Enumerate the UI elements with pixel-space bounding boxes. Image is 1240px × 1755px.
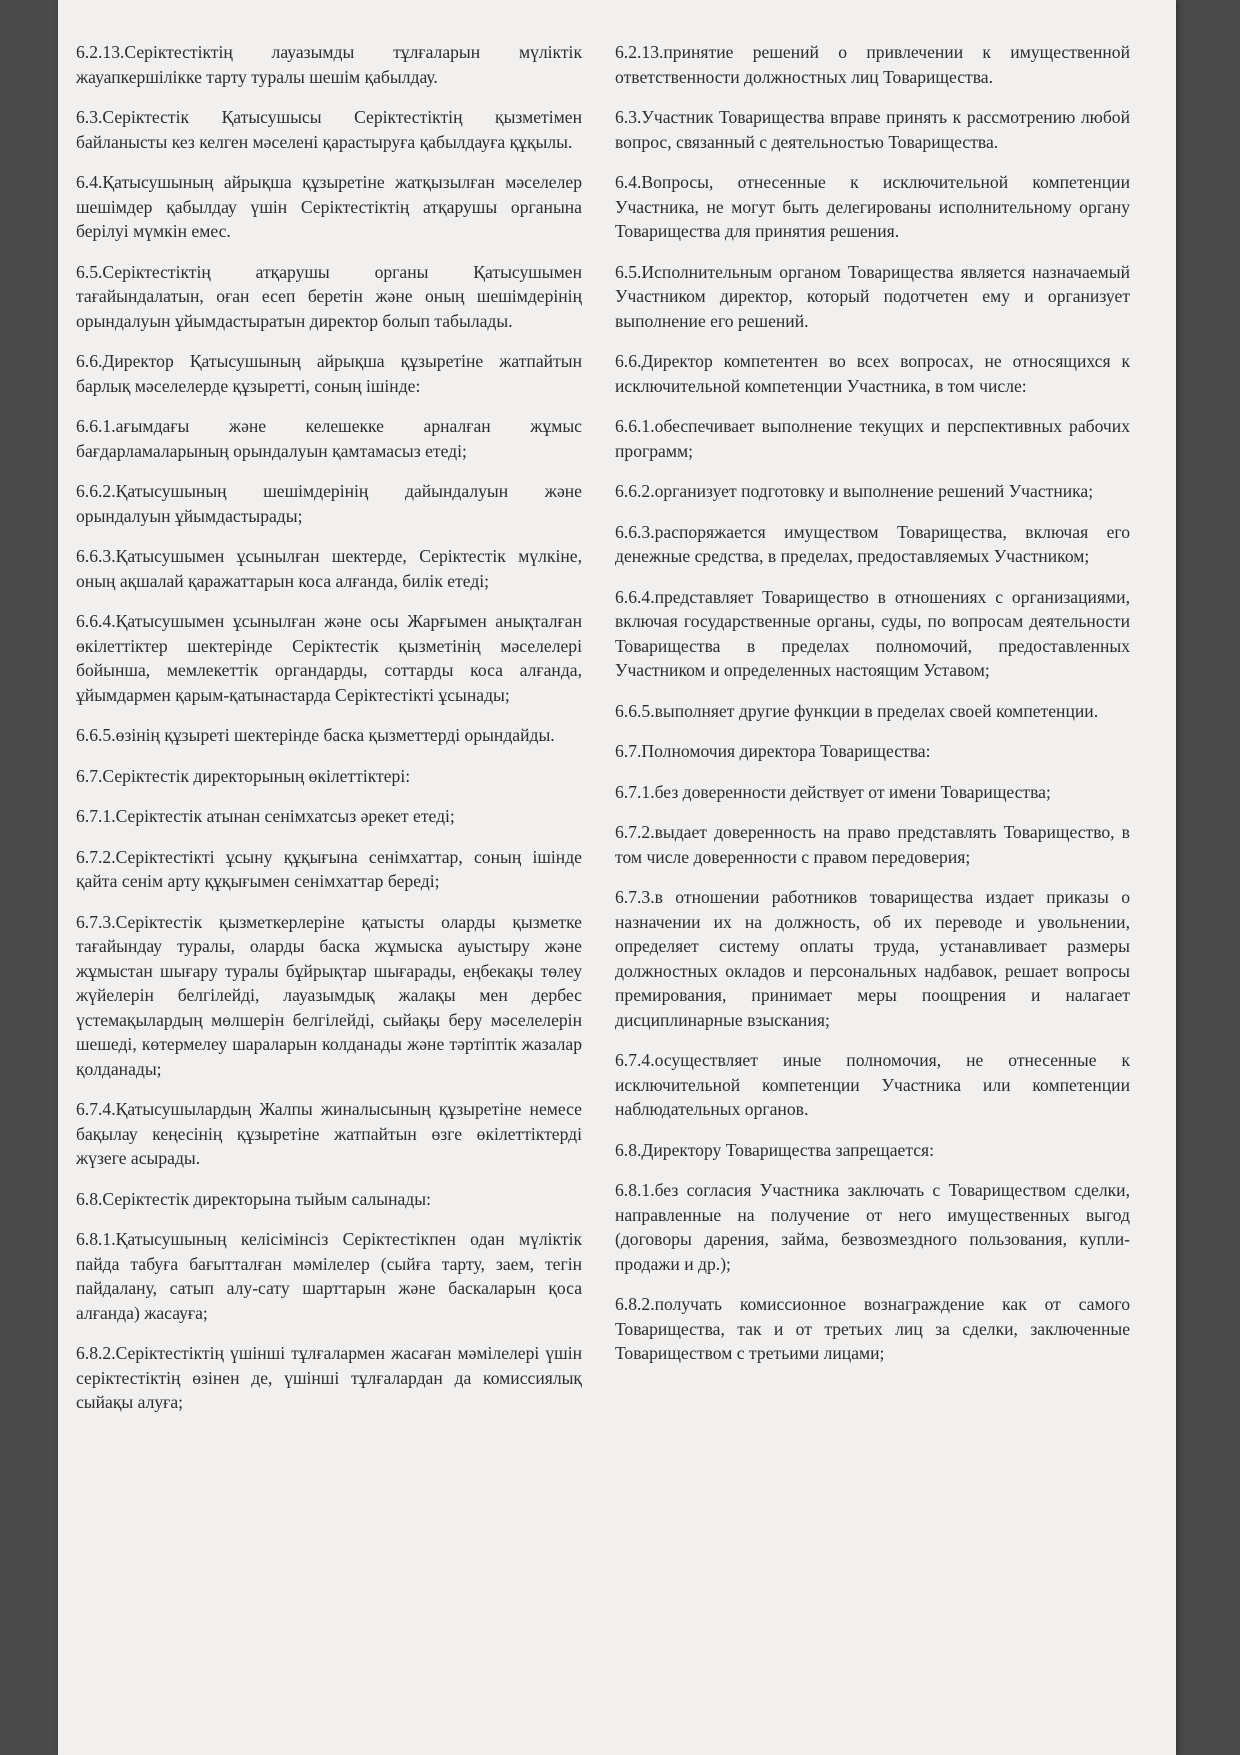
ru-clause-6-8: 6.8.Директору Товарищества запрещается: [615,1139,935,1160]
kz-clause-6-8-1: 6.8.1.Қатысушының келісімінсіз Серіктестікпен одан мүліктік пайда табуға бағытталған мәмілелер (сыйға тарту, заем, тегін пайдалану, сатып алу-сату шарттарын және баскаларын қоса алғанда) жасауға; [76,1229,582,1323]
ru-clause-6-7-1: 6.7.1.без доверенности действует от имени Товарищества; [615,781,1051,802]
kz-clause-6-8-2: 6.8.2.Серіктестіктің үшінші тұлғалармен жасаған мәмілелері үшін серіктестіктің өзінен де, үшінші тұлғалардан да комиссиялық сыйақы алуға; [76,1343,582,1412]
kz-clause-6-8: 6.8.Серіктестік директорына тыйым салынады: [76,1188,431,1209]
document-page [58,0,1176,1755]
kz-clause-6-7-2: 6.7.2.Серіктестікті ұсыну құқығына сенімхаттар, соның ішінде қайта сенім арту құқығымен сенімхаттар береді; [76,846,582,891]
ru-clause-6-6-2: 6.6.2.организует подготовку и выполнение решений Участника; [615,481,1094,501]
ru-clause-6-2-13: 6.2.13.принятие решений о привлечении к имущественной ответственности должностных лиц Товарищества. [615,42,1130,87]
ru-clause-6-6-5: 6.6.5.выполняет другие функции в пределах своей компетенции. [615,700,1099,721]
kz-clause-6-6-5: 6.6.5.өзінің құзыреті шектерінде баска қызметтерді орындайды. [76,725,555,745]
kz-clause-6-6-4: 6.6.4.Қатысушымен ұсынылған және осы Жарғымен анықталған өкілеттіктер шектерінде Серіктестік қызметінің мәселелері бойынша, мемлекеттік органдарды, соттарды коса алғанда, ұйымдармен қарым-қатынастарда Серіктестікті ұсынады; [76,611,582,705]
kz-clause-6-7: 6.7.Серіктестік директорының өкілеттіктері: [76,765,411,786]
ru-clause-6-6-4: 6.6.4.представляет Товарищество в отношениях с организациями, включая государственные органы, суды, по вопросам деятельности Товарищества в пределах полномочий, предоставленных Участником и определенных настоящим Уставом; [615,586,1130,680]
kz-clause-6-3: 6.3.Серіктестік Қатысушысы Серіктестіктің қызметімен байланысты кез келген мәселені қарастыруға қабылдауға құқылы. [76,107,582,152]
kz-clause-6-6-2: 6.6.2.Қатысушының шешімдерінің дайындалуын және орындалуын ұйымдастырады; [76,481,582,526]
kz-clause-6-6-1: 6.6.1.ағымдағы және келешекке арналған жұмыс бағдарламаларының орындалуын қамтамасыз етеді; [76,416,582,461]
ru-clause-6-3: 6.3.Участник Товарищества вправе принять к рассмотрению любой вопрос, связанный с деятельностью Товарищества. [615,107,1130,152]
ru-clause-6-8-2: 6.8.2.получать комиссионное вознаграждение как от самого Товарищества, так и от третьих лиц за сделки, заключенные Товариществом с третьими лицами; [615,1294,1130,1363]
ru-clause-6-7-2: 6.7.2.выдает доверенность на право представлять Товарищество, в том числе доверенности с правом передоверия; [615,822,1130,867]
kazakh-column [76,40,582,1431]
kz-clause-6-2-13: 6.2.13.Серіктестіктің лауазымды тұлғаларын мүліктік жауапкершілікке тарту туралы шешім қабылдау. [76,42,582,87]
ru-clause-6-5: 6.5.Исполнительным органом Товарищества является назначаемый Участником директор, который подотчетен ему и организует выполнение его решений. [615,261,1130,331]
ru-clause-6-7-4: 6.7.4.осуществляет иные полномочия, не отнесенные к исключительной компетенции Участника или компетенции наблюдательных органов. [615,1050,1130,1119]
kz-clause-6-4: 6.4.Қатысушының айрықша құзыретіне жатқызылған мәселелер шешімдер қабылдау үшін Серіктестіктің атқарушы органына берілуі мүмкін емес. [76,172,582,241]
ru-clause-6-6: 6.6.Директор компетентен во всех вопросах, не относящихся к исключительной компетенции Участника, в том числе: [615,351,1130,396]
kz-clause-6-7-1: 6.7.1.Серіктестік атынан сенімхатсыз әрекет етеді; [76,806,455,826]
ru-clause-6-6-3: 6.6.3.распоряжается имуществом Товарищества, включая его денежные средства, в пределах, предоставляемых Участником; [615,521,1130,566]
kz-clause-6-5: 6.5.Серіктестіктің атқарушы органы Қатысушымен тағайындалатын, оған есеп беретін және оның шешімдерінің орындалуын ұйымдастыратын директор болып табылады. [76,261,582,331]
kz-clause-6-7-4: 6.7.4.Қатысушылардың Жалпы жиналысының құзыретіне немесе бақылау кеңесінің құзыретіне жатпайтын өзге өкілеттіктерді жүзеге асырады. [76,1099,582,1168]
russian-column [615,40,1130,1382]
kz-clause-6-6: 6.6.Директор Қатысушының айрықша құзыретіне жатпайтын барлық мәселелерде құзыретті, соның ішінде: [76,351,582,396]
kz-clause-6-7-3: 6.7.3.Серіктестік қызметкерлеріне қатысты оларды қызметке тағайындау туралы, оларды баска жұмыска ауыстыру және жұмыстан шығару туралы бұйрықтар шығарады, еңбекақы төлеу жүйелерін белгілейді, лауазымдық жалақы мен дербес үстемақылардың мөлшерін белгілейді, сыйақы беру мәселелерін шешеді, көтермелеу шараларын колданады және тәртіптік жазалар қолданады; [76,911,582,1079]
ru-clause-6-8-1: 6.8.1.без согласия Участника заключать с Товариществом сделки, направленные на получение от него имущественных выгод (договоры дарения, займа, безвозмездного пользования, купли-продажи и др.); [615,1180,1130,1274]
ru-clause-6-7: 6.7.Полномочия директора Товарищества: [615,741,931,761]
kz-clause-6-6-3: 6.6.3.Қатысушымен ұсынылған шектерде, Серіктестік мүлкіне, оның ақшалай қаражаттарын коса алғанда, билік етеді; [76,546,582,591]
ru-clause-6-7-3: 6.7.3.в отношении работников товарищества издает приказы о назначении их на должность, об их переводе и увольнении, определяет систему оплаты труда, устанавливает размеры должностных окладов и персональных надбавок, решает вопросы премирования, принимает меры поощрения и налагает дисциплинарные взыскания; [615,887,1130,1030]
ru-clause-6-6-1: 6.6.1.обеспечивает выполнение текущих и перспективных рабочих программ; [615,416,1130,461]
ru-clause-6-4: 6.4.Вопросы, отнесенные к исключительной компетенции Участника, не могут быть делегированы исполнительному органу Товарищества для принятия решения. [615,172,1130,241]
